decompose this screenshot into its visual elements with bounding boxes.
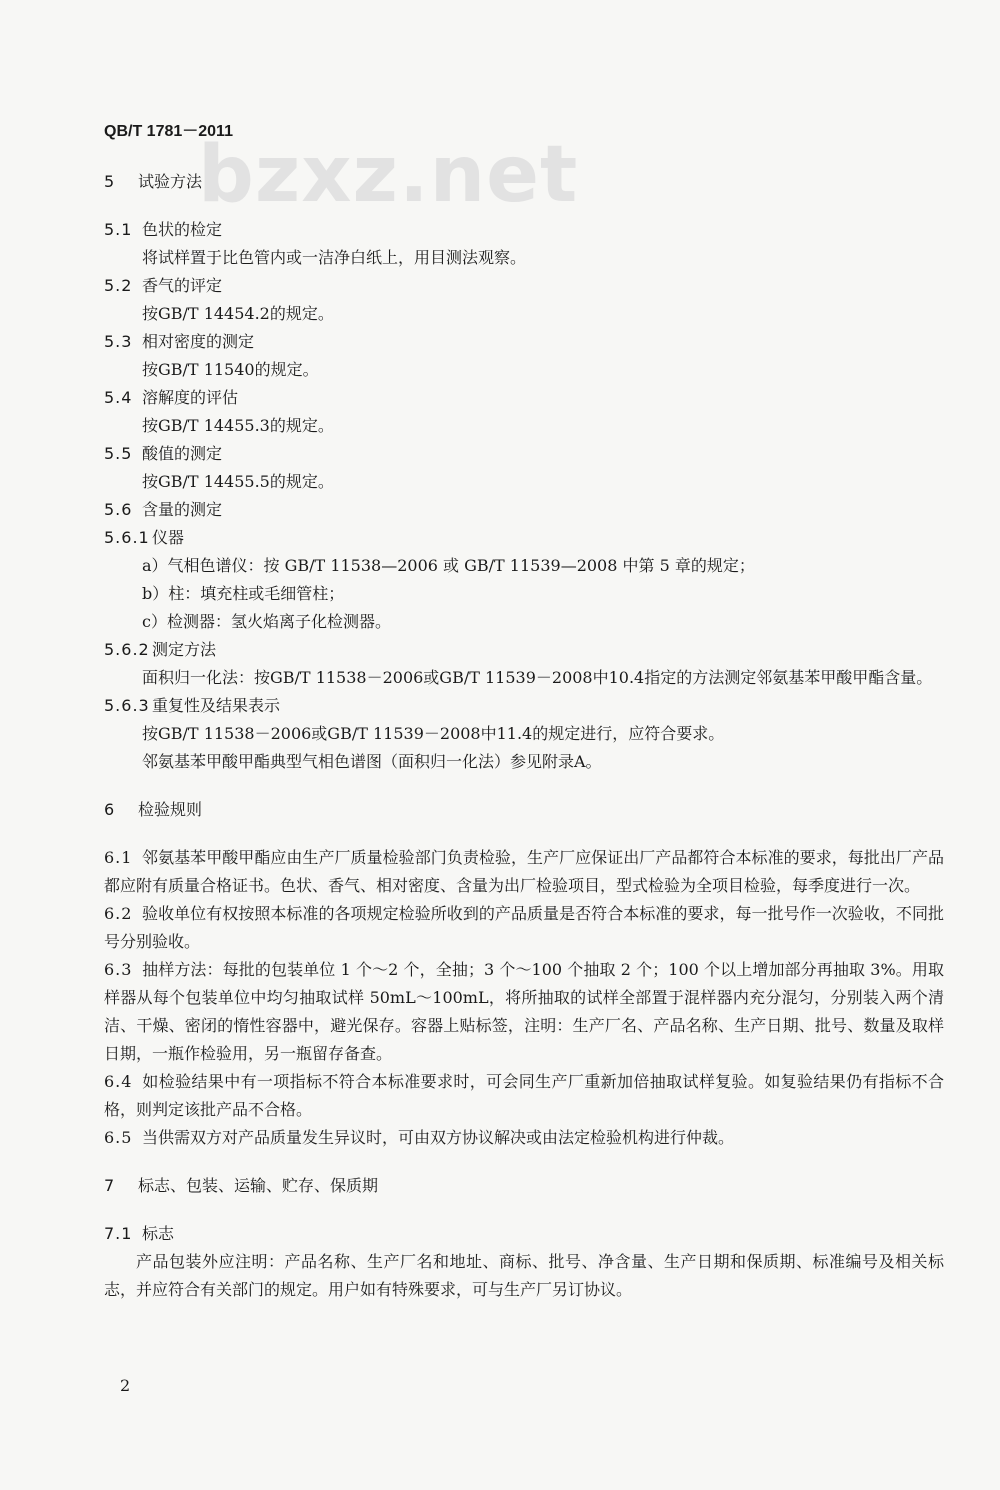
section-5-4-text: 按GB/T 14455.3的规定。 [142,416,334,435]
section-5-1-heading: 5.1 色状的检定 [104,220,223,239]
section-5-5-heading: 5.5 酸值的测定 [104,444,223,463]
section-7-1-heading: 7.1 标志 [104,1224,175,1243]
section-6-1-paragraph: 6.1 邻氨基苯甲酸甲酯应由生产厂质量检验部门负责检验，生产厂应保证出厂产品都符合本标准的要求，每批出厂产品都应附有质量合格证书。色状、香气、相对密度、含量为出厂检验项目，型式检验为全项目检验，每季度进行一次。 [104,848,944,895]
list-item: a）气相色谱仪：按 GB/T 11538—2006 或 GB/T 11539—2008 中第 5 章的规定； [142,556,755,575]
page-number: 2 [120,1376,131,1395]
section-5-3-text: 按GB/T 11540的规定。 [142,360,319,379]
standard-code: QB/T 1781－2011 [104,123,233,140]
section-5-5-text: 按GB/T 14455.5的规定。 [142,472,334,491]
section-6-2-paragraph: 6.2 验收单位有权按照本标准的各项规定检验所收到的产品质量是否符合本标准的要求，每一批号作一次验收，不同批号分别验收。 [104,904,944,951]
watermark: bzxz.net [198,130,579,220]
section-5-4-heading: 5.4 溶解度的评估 [104,388,239,407]
section-6-heading: 6 检验规则 [104,800,203,819]
section-7-heading: 7 标志、包装、运输、贮存、保质期 [104,1176,379,1195]
section-5-6-2-heading: 5.6.2 测定方法 [104,640,217,659]
section-5-6-1-heading: 5.6.1 仪器 [104,528,185,547]
list-item: b）柱：填充柱或毛细管柱； [142,584,345,603]
section-5-2-text: 按GB/T 14454.2的规定。 [142,304,334,323]
section-5-1-text: 将试样置于比色管内或一洁净白纸上，用目测法观察。 [142,248,527,267]
document-body [104,168,944,1304]
section-5-6-3-line-2: 邻氨基苯甲酸甲酯典型气相色谱图（面积归一化法）参见附录A。 [142,752,602,771]
section-5-6-2-text: 面积归一化法：按GB/T 11538－2006或GB/T 11539－2008中10.4指定的方法测定邻氨基苯甲酸甲酯含量。 [142,668,933,687]
list-item: c）检测器：氢火焰离子化检测器。 [142,612,391,631]
section-5-heading [104,168,944,196]
section-6-5-paragraph: 6.5 当供需双方对产品质量发生异议时，可由双方协议解决或由法定检验机构进行仲裁。 [104,1128,735,1147]
section-5-6-heading: 5.6 含量的测定 [104,500,223,519]
section-number: 5 [104,172,116,191]
section-5-3-heading: 5.3 相对密度的测定 [104,332,255,351]
section-7-1-text: 产品包装外应注明：产品名称、生产厂名和地址、商标、批号、净含量、生产日期和保质期、标准编号及相关标志，并应符合有关部门的规定。用户如有特殊要求，可与生产厂另订协议。 [104,1252,944,1299]
section-6-3-paragraph: 6.3 抽样方法：每批的包装单位 1 个～2 个，全抽；3 个～100 个抽取 2 个；100 个以上增加部分再抽取 3%。用取样器从每个包装单位中均匀抽取试样 50mL～100mL，将所抽取的试样全部置于混样器内充分混匀，分别装入两个清洁、干燥、密闭的惰性容器中，避光保存。容器上贴标签，注明：生产厂名、产品名称、生产日期、批号、数量及取样日期，一瓶作检验用，另一瓶留存备查。 [104,960,944,1063]
section-5-6-3-heading: 5.6.3 重复性及结果表示 [104,696,281,715]
section-5-6-3-line-1: 按GB/T 11538－2006或GB/T 11539－2008中11.4的规定进行，应符合要求。 [142,724,725,743]
section-6-4-paragraph: 6.4 如检验结果中有一项指标不符合本标准要求时，可会同生产厂重新加倍抽取试样复验。如复验结果仍有指标不合格，则判定该批产品不合格。 [104,1072,944,1119]
section-title: 试验方法 [138,172,203,191]
section-5-2-heading: 5.2 香气的评定 [104,276,223,295]
